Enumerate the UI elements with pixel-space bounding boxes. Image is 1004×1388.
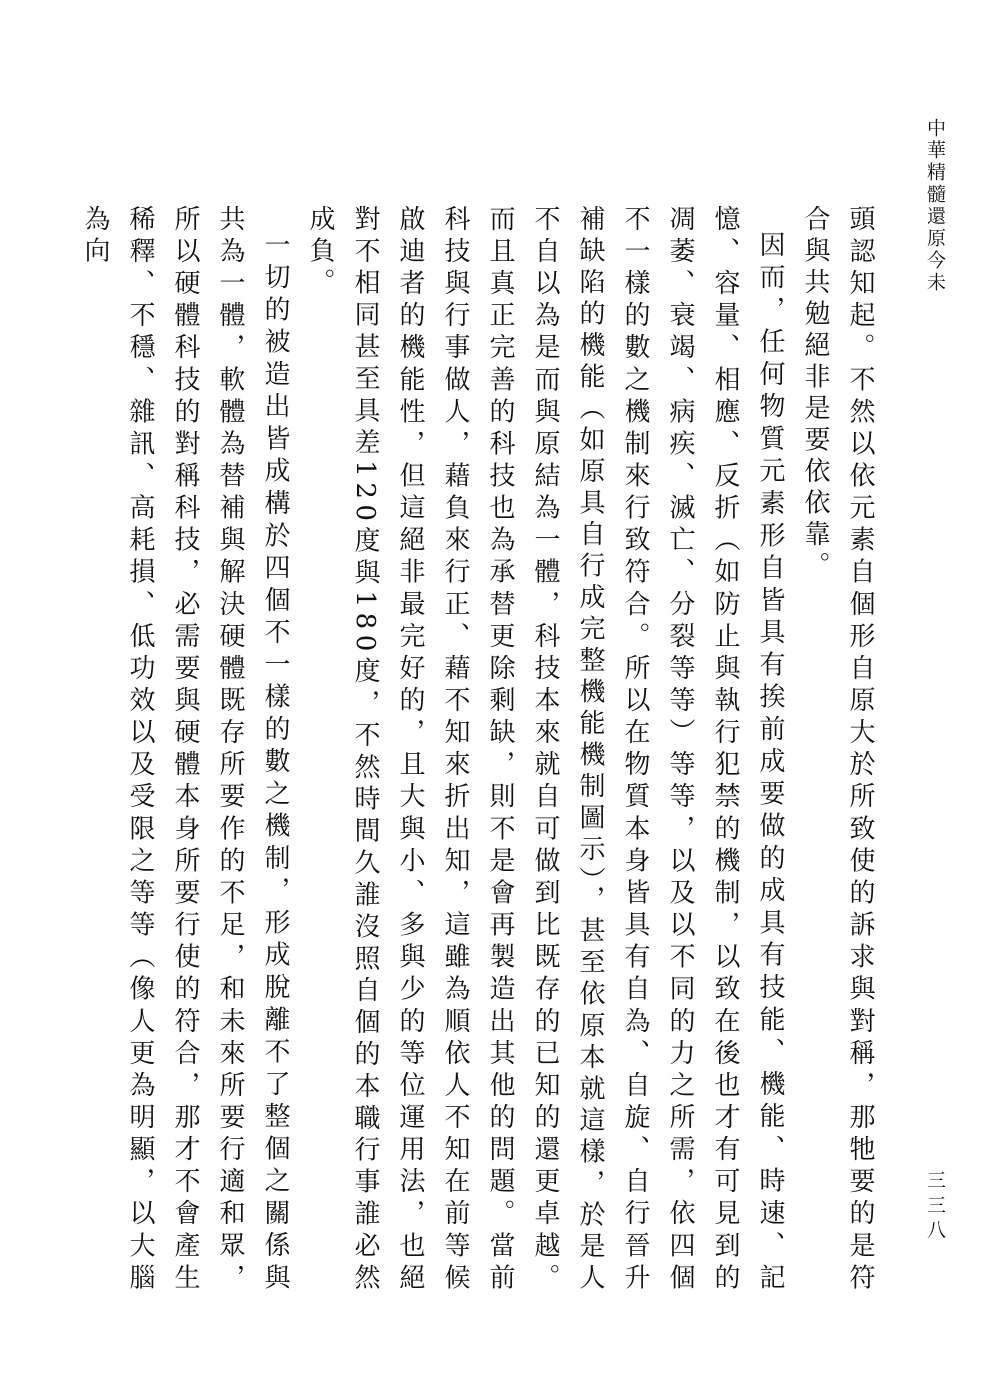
page-number: 三三八 bbox=[924, 1170, 946, 1245]
running-header: 中華精髓還原今未 bbox=[924, 118, 946, 294]
paragraph-2: 因而，任何物質元素形自皆具有挨前成要做的成具有技能、機能、時速、記憶、容量、相應、反折（如防止與執行犯禁的機制，以致在後也才有可見到的凋萎、衰竭、病疾、滅亡、分裂等等）等等，以及以不同的力之所需，依四個不一樣的數之機制來行致符合。所以在物質本身皆具有自為、自旋、自行晉升補缺陷的機能（如原具自行成完整機能機制圖示），甚至依原本就這樣，於是人不自以為是而與原結為一體，科技本來就自可做到比既存的已知的還更卓越。而且真正完善的科技也為承替更除剩缺，則不是會再製造出其他的問題。當前科技與行事做人，藉負來行正、藉不知來折出知，這雖為順依人不知在前等候啟迪者的機能性，但這絕非最完好的，且大與小、多與少的等位運用法，也絕對不相同甚至具差120度與180度，不然時間久誰沒照自個的本職行事誰必然成負。 bbox=[305, 205, 785, 1295]
paragraph-1: 頭認知起。不然以依元素自個形自原大於所致使的訴求與對稱，那牠要的是符合與共勉絕非是要依依靠。 bbox=[800, 205, 875, 1295]
paragraph-3: 一切的被造出皆成構於四個不一樣的數之機制，形成脫離不了整個之關係與共為一體，軟體為替補與解決硬體既存所要作的不足，和未來所要行適和眾，所以硬體科技的對稱科技，必需要與硬體本身所要行使的符合，那才不會產生稀釋、不穩、雜訊、高耗損、低功效以及受限之等等（像人更為明顯，以大腦為向 bbox=[80, 205, 290, 1295]
body-text bbox=[80, 205, 882, 1295]
